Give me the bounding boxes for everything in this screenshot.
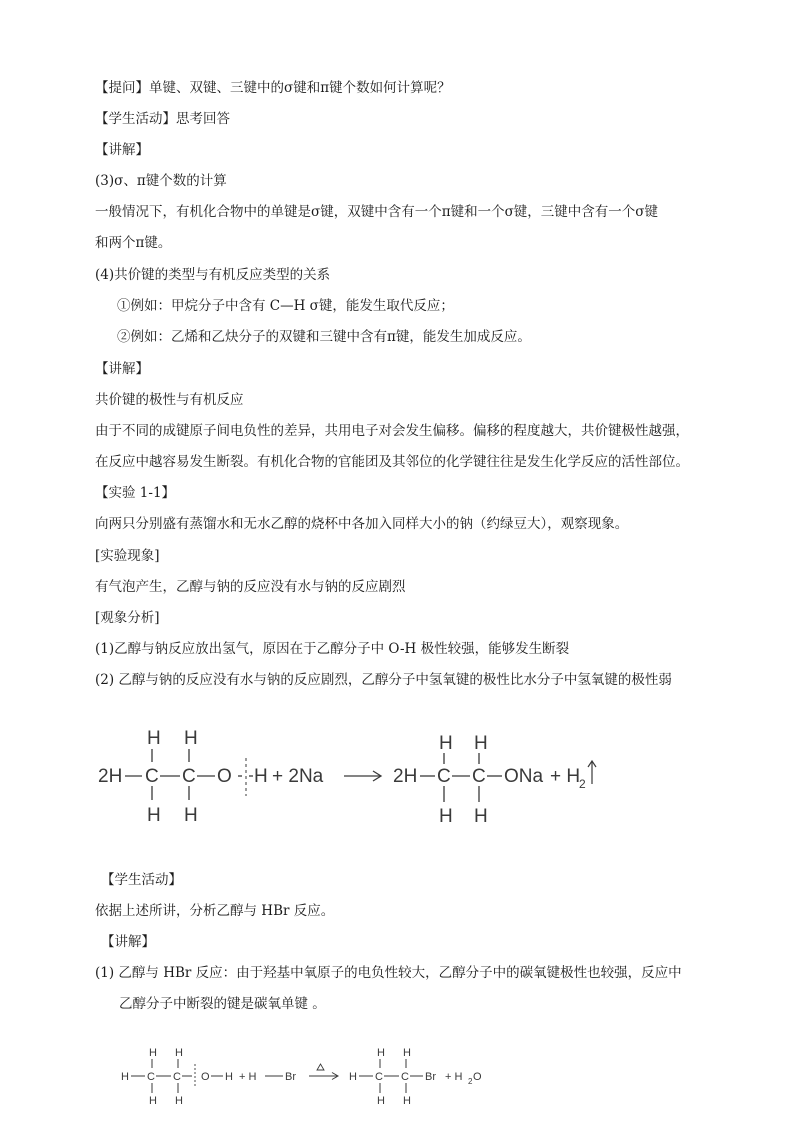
eq1-coef-2h: 2H — [98, 766, 123, 787]
explanation-heading-2: 【讲解】 — [95, 361, 149, 377]
hbr-reaction-point-cont: 乙醇分子中断裂的键是碳氧单键 。 — [119, 996, 326, 1012]
eq2-c2: C — [173, 1071, 181, 1083]
eq2-h2o-o: O — [473, 1071, 482, 1083]
eq1-ona: ONa — [504, 766, 544, 787]
section-heading-polarity: 共价键的极性与有机反应 — [95, 392, 244, 408]
analysis-point-1: (1)乙醇与钠反应放出氢气，原因在于乙醇分子中 O-H 极性较强，能够发生断裂 — [95, 641, 570, 657]
eq1-c2-right: C — [472, 766, 486, 787]
eq1-plus-na: + 2Na — [272, 766, 324, 787]
ethanol-hbr-equation — [115, 1040, 515, 1110]
student-activity-heading: 【学生活动】思考回答 — [95, 111, 230, 127]
explanation-heading: 【讲解】 — [95, 142, 149, 158]
eq1-h-top1-right: H — [439, 733, 453, 754]
eq1-plus-h2: + H — [550, 766, 581, 787]
eq1-h-bot1: H — [147, 805, 161, 826]
hbr-reaction-point: (1) 乙醇与 HBr 反应：由于羟基中氧原子的电负性较大，乙醇分子中的碳氧键极性也较强，反应中 — [95, 965, 682, 981]
eq1-o: O — [217, 766, 232, 787]
eq2-h-bot2-product: H — [403, 1095, 411, 1107]
eq2-plus-h: + H — [239, 1071, 257, 1083]
eq1-coef-2h-right: 2H — [393, 766, 418, 787]
eq1-h-bot2: H — [184, 805, 198, 826]
example-ethene: ②例如：乙烯和乙炔分子的双键和三键中含有π键，能发生加成反应。 — [117, 329, 531, 345]
eq2-h-bot1-product: H — [377, 1095, 385, 1107]
section-heading-bond-count: (3)σ、π键个数的计算 — [95, 173, 227, 189]
eq1-h-hydroxyl: H — [254, 766, 268, 787]
experiment-procedure: 向两只分别盛有蒸馏水和无水乙醇的烧杯中各加入同样大小的钠（约绿豆大），观察现象。 — [95, 516, 629, 532]
eq2-h-left: H — [121, 1071, 129, 1083]
eq2-c1-product: C — [375, 1071, 383, 1083]
eq2-h-top1-product: H — [377, 1047, 385, 1059]
explanation-heading-3: 【讲解】 — [101, 934, 155, 950]
analysis-heading: [观象分析] — [95, 610, 160, 626]
eq2-h-bot2: H — [175, 1095, 183, 1107]
eq1-h-bot1-right: H — [439, 806, 453, 827]
student-activity-heading-2: 【学生活动】 — [101, 872, 182, 888]
eq1-h-top2-right: H — [474, 733, 488, 754]
eq2-c1: C — [147, 1071, 155, 1083]
paragraph-bond-count: 一般情况下，有机化合物中的单键是σ键，双键中含有一个π键和一个σ键，三键中含有一个σ键 — [95, 204, 659, 220]
eq1-h-top2: H — [184, 728, 198, 749]
eq2-plus-h2o: + H — [445, 1071, 463, 1083]
eq1-h-top1: H — [147, 728, 161, 749]
activity-task: 依据上述所讲，分析乙醇与 HBr 反应。 — [95, 903, 335, 919]
eq1-c1: C — [145, 766, 159, 787]
eq1-c1-right: C — [437, 766, 451, 787]
eq2-h-top2: H — [175, 1047, 183, 1059]
eq2-c2-product: C — [401, 1071, 409, 1083]
eq2-h2o-subscript: 2 — [468, 1077, 473, 1086]
observation-heading: [实验现象] — [95, 548, 160, 564]
section-heading-bond-types: (4)共价键的类型与有机反应类型的关系 — [95, 267, 331, 283]
question-line: 【提问】单键、双键、三键中的σ键和π键个数如何计算呢？ — [95, 80, 451, 96]
eq2-h-top1: H — [149, 1047, 157, 1059]
eq2-o: O — [201, 1071, 210, 1083]
eq2-h-top2-product: H — [403, 1047, 411, 1059]
ethanol-sodium-equation — [90, 722, 630, 832]
eq1-h2-subscript: 2 — [579, 777, 586, 791]
example-methane: ①例如：甲烷分子中含有 C—H σ键，能发生取代反应； — [117, 298, 454, 314]
eq2-br-product: Br — [425, 1071, 436, 1083]
eq1-h-bot2-right: H — [474, 806, 488, 827]
paragraph-polarity-cont: 在反应中越容易发生断裂。有机化合物的官能团及其邻位的化学键往往是发生化学反应的活性部位。 — [95, 454, 689, 470]
eq2-h-hydroxyl: H — [225, 1071, 233, 1083]
observation-text: 有气泡产生，乙醇与钠的反应没有水与钠的反应剧烈 — [95, 579, 406, 595]
eq2-h-left-product: H — [349, 1071, 357, 1083]
paragraph-polarity: 由于不同的成键原子间电负性的差异，共用电子对会发生偏移。偏移的程度越大，共价键极性越强， — [95, 423, 689, 439]
eq2-br-reagent: Br — [285, 1071, 296, 1083]
paragraph-bond-count-cont: 和两个π键。 — [95, 235, 172, 251]
eq2-h-bot1: H — [149, 1095, 157, 1107]
analysis-point-2: (2) 乙醇与钠的反应没有水与钠的反应剧烈，乙醇分子中氢氧键的极性比水分子中氢氧键的极性弱 — [95, 672, 672, 688]
eq1-c2: C — [182, 766, 196, 787]
experiment-heading: 【实验 1-1】 — [95, 485, 176, 501]
